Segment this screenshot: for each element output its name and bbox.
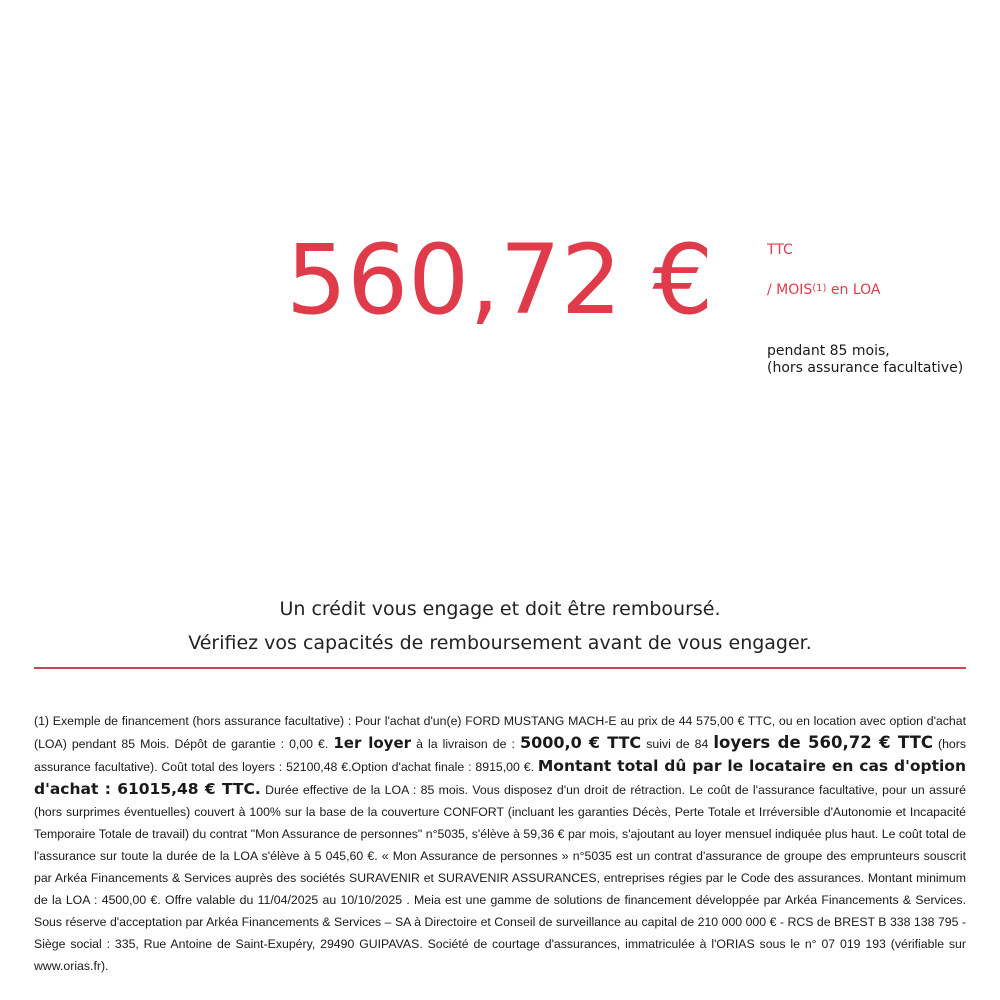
legal-text: Durée effective de la LOA : 85 mois. Vous disposez d'un droit de rétraction. Le coût de l'assurance facultative, pour un assuré (hors surprimes éventuelles) couvert à 100% sur la base de la couverture CONFORT (incluant les garanties Décès, Perte Totale et Irréversible d'Autonomie et Incapacité Temporaire Totale de travail) du contrat "Mon Assurance de personnes" n°5035, s'élève à 59,36 € par mois, s'ajoutant au loyer mensuel indiquée plus haut. Le coût total de l'assurance sur toute la durée de la LOA s'élève à 5 045,60 €. « Mon Assurance de personnes » n°5035 est un contrat d'assurance de groupe des emprunteurs souscrit par Arkéa Financements & Services auprès des sociétés SURAVENIR et SURAVENIR ASSURANCES, entreprises régies par le Code des assurances. Montant minimum de la LOA : 4500,00 €. Offre valable du 11/04/2025 au 10/10/2025 . Meia est une gamme de solutions de financement développée par Arkéa Financements & Services. Sous réserve d'acceptation par Arkéa Financements & Services – SA à Directoire et Conseil de surveillance au capital de 210 000 000 € - RCS de BREST B 338 138 795 - Siège social : 335, Rue Antoine de Saint-Exupéry, 29490 GUIPAVAS. Société de courtage d'assurances, immatriculée à l'ORIAS sous le n° 07 019 193 (vérifiable sur www.orias.fr).	[34, 783, 967, 973]
first-rent-label: 1er loyer	[333, 734, 412, 752]
legal-text: suivi de 84	[641, 737, 714, 751]
first-rent-amount: 5000,0 € TTC	[519, 733, 642, 752]
total-amount-due: Montant total dû par le locataire en cas d'option d'achat : 61015,48 € TTC.	[34, 757, 966, 798]
divider	[34, 667, 966, 669]
monthly-rent-amount: loyers de 560,72 € TTC	[713, 733, 933, 752]
per-month-prefix: / MOIS	[767, 282, 813, 298]
legal-text: à la livraison de :	[411, 737, 520, 751]
legal-disclaimer	[34, 710, 966, 977]
monthly-price: 560,72 €	[286, 224, 714, 336]
legal-text: (hors assurance facultative). Coût total des loyers : 52100,48 €.Option d'achat finale : 8915,00 €.	[34, 737, 967, 774]
ttc-label: TTC	[767, 242, 793, 258]
credit-warning-line-2: Vérifiez vos capacités de remboursement avant de vous engager.	[188, 632, 812, 654]
legal-text: (1) Exemple de financement (hors assurance facultative) : Pour l'achat d'un(e) FORD MUSTANG MACH-E au prix de 44 575,00 € TTC, ou en location avec option d'achat (LOA) pendant 85 Mois. Dépôt de garantie : 0,00 €.	[34, 714, 966, 751]
duration-note	[767, 343, 963, 377]
insurance-note: (hors assurance facultative)	[767, 360, 964, 376]
duration-line: pendant 85 mois,	[767, 343, 890, 359]
per-month-suffix: en LOA	[826, 282, 881, 298]
credit-warning-line-1: Un crédit vous engage et doit être remboursé.	[279, 598, 721, 620]
per-month-label	[767, 282, 881, 298]
footnote-marker: (1)	[812, 283, 827, 294]
